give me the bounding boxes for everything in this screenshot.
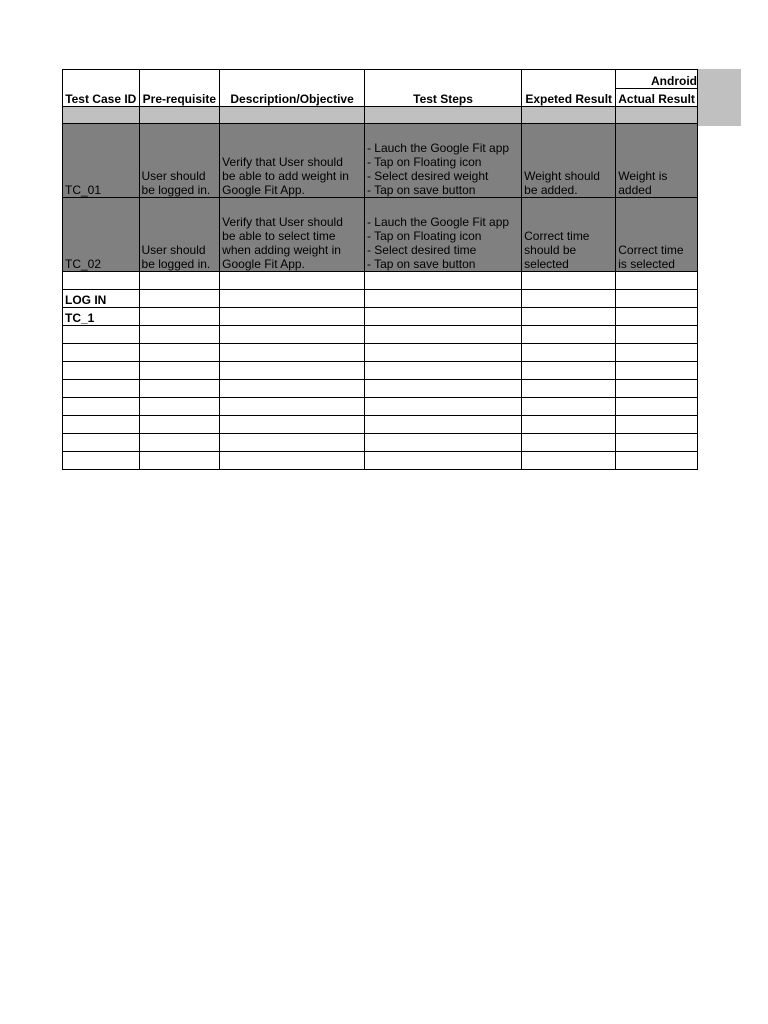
prerequisite-cell[interactable] bbox=[139, 198, 220, 272]
cell[interactable] bbox=[364, 290, 521, 308]
cell-line: be able to add weight in bbox=[222, 169, 349, 183]
cell-line: - Lauch the Google Fit app bbox=[366, 141, 510, 155]
cell[interactable] bbox=[63, 272, 140, 290]
cell[interactable] bbox=[364, 362, 521, 380]
cell[interactable] bbox=[220, 398, 365, 416]
cell[interactable] bbox=[63, 344, 140, 362]
cell[interactable] bbox=[63, 398, 140, 416]
cell[interactable] bbox=[616, 290, 698, 308]
actual-result-cell[interactable] bbox=[616, 124, 698, 198]
empty-row bbox=[63, 290, 698, 308]
cell[interactable] bbox=[63, 434, 140, 452]
test-case-table bbox=[62, 69, 698, 470]
cell-line: User should bbox=[141, 169, 206, 183]
cell[interactable] bbox=[139, 308, 220, 326]
cell[interactable] bbox=[522, 362, 616, 380]
test-case-sheet bbox=[62, 69, 698, 470]
cell[interactable] bbox=[522, 452, 616, 470]
cell-line: be logged in. bbox=[141, 183, 211, 197]
cell[interactable] bbox=[364, 398, 521, 416]
cell[interactable] bbox=[139, 344, 220, 362]
cell-line: Correct time bbox=[524, 229, 590, 243]
empty-row bbox=[63, 434, 698, 452]
cell[interactable] bbox=[616, 308, 698, 326]
cell[interactable] bbox=[63, 362, 140, 380]
cell[interactable] bbox=[616, 272, 698, 290]
actual-result-cell[interactable] bbox=[616, 198, 698, 272]
cell[interactable] bbox=[522, 290, 616, 308]
cell-line: Google Fit App. bbox=[222, 257, 305, 271]
empty-row bbox=[63, 308, 698, 326]
cell[interactable] bbox=[139, 290, 220, 308]
cell[interactable] bbox=[364, 380, 521, 398]
cell-line: is selected bbox=[618, 257, 675, 271]
cell[interactable] bbox=[220, 290, 365, 308]
test-steps-cell[interactable] bbox=[364, 124, 521, 198]
cell[interactable] bbox=[522, 380, 616, 398]
cell[interactable] bbox=[220, 272, 365, 290]
cell[interactable] bbox=[63, 416, 140, 434]
cell[interactable] bbox=[522, 344, 616, 362]
cell[interactable] bbox=[364, 452, 521, 470]
cell[interactable] bbox=[616, 380, 698, 398]
cell-line: Correct time bbox=[618, 243, 684, 257]
cell[interactable] bbox=[522, 434, 616, 452]
cell[interactable] bbox=[364, 434, 521, 452]
expected-result-cell[interactable] bbox=[522, 198, 616, 272]
cell[interactable] bbox=[139, 398, 220, 416]
test-steps-cell[interactable] bbox=[364, 198, 521, 272]
cell[interactable] bbox=[522, 107, 616, 124]
empty-row bbox=[63, 380, 698, 398]
cell[interactable] bbox=[616, 107, 698, 124]
empty-row bbox=[63, 326, 698, 344]
cell-line: User should bbox=[141, 243, 206, 257]
cell[interactable] bbox=[364, 107, 521, 124]
empty-row bbox=[63, 362, 698, 380]
cell-line: - Lauch the Google Fit app bbox=[366, 215, 510, 229]
header-expected-result[interactable]: Expeted Result bbox=[522, 70, 616, 107]
empty-row bbox=[63, 398, 698, 416]
cell-line: Google Fit App. bbox=[222, 183, 305, 197]
cell-line: - Select desired time bbox=[366, 243, 477, 257]
cell[interactable] bbox=[616, 434, 698, 452]
cell[interactable] bbox=[616, 398, 698, 416]
cell[interactable] bbox=[522, 272, 616, 290]
cell[interactable] bbox=[522, 416, 616, 434]
cell-line: Verify that User should bbox=[222, 155, 343, 169]
cell[interactable] bbox=[220, 107, 365, 124]
label-cell-login[interactable]: LOG IN bbox=[63, 290, 140, 308]
expected-result-cell[interactable] bbox=[522, 124, 616, 198]
cell[interactable] bbox=[522, 398, 616, 416]
cell-line: be logged in. bbox=[141, 257, 211, 271]
description-cell[interactable] bbox=[220, 124, 365, 198]
cell[interactable] bbox=[364, 272, 521, 290]
cell-line: - Tap on save button bbox=[366, 183, 476, 197]
test-case-row bbox=[63, 198, 698, 272]
header-prerequisite[interactable]: Pre-requisite bbox=[139, 70, 220, 107]
cell[interactable] bbox=[63, 452, 140, 470]
cell[interactable] bbox=[139, 362, 220, 380]
cell[interactable] bbox=[616, 452, 698, 470]
description-cell[interactable] bbox=[220, 198, 365, 272]
cell[interactable] bbox=[522, 308, 616, 326]
cell[interactable] bbox=[220, 344, 365, 362]
test-case-id-cell[interactable]: TC_01 bbox=[63, 124, 140, 198]
cell[interactable] bbox=[63, 380, 140, 398]
test-case-row bbox=[63, 124, 698, 198]
empty-row bbox=[63, 272, 698, 290]
adjacent-grey-cell bbox=[698, 69, 741, 126]
cell[interactable] bbox=[616, 416, 698, 434]
header-group-android[interactable] bbox=[616, 70, 698, 89]
cell[interactable] bbox=[616, 344, 698, 362]
empty-row bbox=[63, 416, 698, 434]
cell[interactable] bbox=[220, 326, 365, 344]
cell-line: Weight is bbox=[618, 169, 668, 183]
header-description[interactable]: Description/Objective bbox=[220, 70, 365, 107]
cell[interactable] bbox=[220, 416, 365, 434]
cell[interactable] bbox=[616, 326, 698, 344]
cell-line: - Tap on Floating icon bbox=[366, 229, 482, 243]
header-test-steps[interactable]: Test Steps bbox=[364, 70, 521, 107]
cell[interactable] bbox=[139, 326, 220, 344]
cell[interactable] bbox=[364, 308, 521, 326]
cell[interactable] bbox=[220, 434, 365, 452]
group-header-row bbox=[63, 70, 698, 89]
cell[interactable] bbox=[139, 416, 220, 434]
cell[interactable] bbox=[220, 452, 365, 470]
cell-line: be added. bbox=[524, 183, 578, 197]
cell[interactable] bbox=[522, 326, 616, 344]
cell[interactable] bbox=[139, 107, 220, 124]
cell-line: - Tap on Floating icon bbox=[366, 155, 482, 169]
cell-line: should be bbox=[524, 243, 577, 257]
cell-line: be able to select time bbox=[222, 229, 336, 243]
header-actual-result[interactable]: Actual Result bbox=[616, 89, 698, 107]
group-label: Android bbox=[651, 74, 697, 88]
cell[interactable] bbox=[139, 452, 220, 470]
header-test-case-id[interactable]: Test Case ID bbox=[63, 70, 140, 107]
spacer-row bbox=[63, 107, 698, 124]
cell[interactable] bbox=[63, 326, 140, 344]
cell-line: selected bbox=[524, 257, 569, 271]
cell-line: Verify that User should bbox=[222, 215, 343, 229]
cell[interactable] bbox=[220, 380, 365, 398]
empty-row bbox=[63, 452, 698, 470]
test-case-id-cell[interactable]: TC_02 bbox=[63, 198, 140, 272]
cell[interactable] bbox=[139, 434, 220, 452]
cell-line: Weight should bbox=[524, 169, 600, 183]
cell-line: added bbox=[618, 183, 652, 197]
prerequisite-cell[interactable] bbox=[139, 124, 220, 198]
cell[interactable] bbox=[364, 416, 521, 434]
cell[interactable] bbox=[139, 380, 220, 398]
cell[interactable] bbox=[220, 362, 365, 380]
cell[interactable] bbox=[616, 362, 698, 380]
cell-line: - Select desired weight bbox=[366, 169, 489, 183]
cell[interactable] bbox=[220, 308, 365, 326]
cell[interactable] bbox=[139, 272, 220, 290]
cell-line: when adding weight in bbox=[222, 243, 341, 257]
cell[interactable] bbox=[364, 344, 521, 362]
cell-line: - Tap on save button bbox=[366, 257, 476, 271]
label-cell-tc1[interactable]: TC_1 bbox=[63, 308, 140, 326]
cell[interactable] bbox=[364, 326, 521, 344]
empty-row bbox=[63, 344, 698, 362]
cell[interactable] bbox=[63, 107, 140, 124]
